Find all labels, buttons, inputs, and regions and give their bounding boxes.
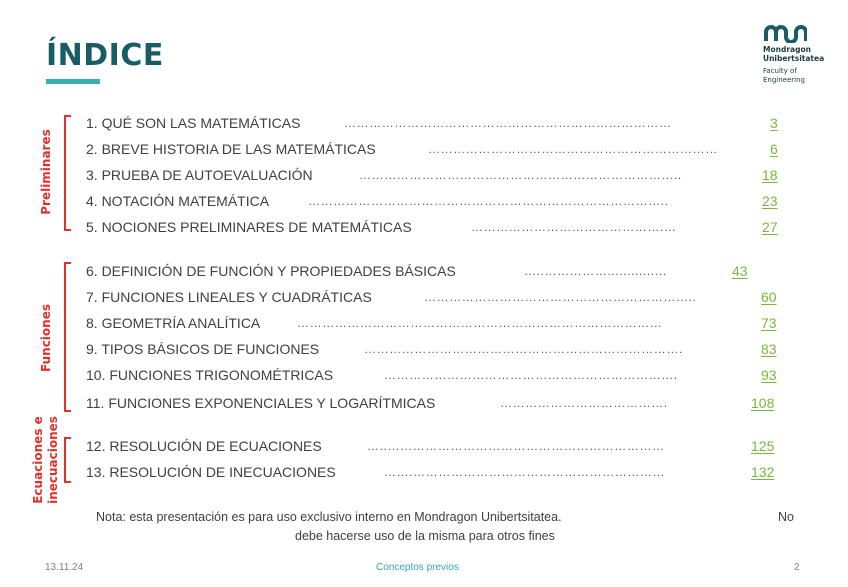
toc-entry-leader: …………………………………………………………………… <box>344 116 672 130</box>
section-label-ecuaciones-line2: inecuaciones <box>46 416 60 504</box>
toc-entry-label: 2. BREVE HISTORIA DE LAS MATEMÁTICAS <box>86 141 376 157</box>
toc-entry-label: 13. RESOLUCIÓN DE INECUACIONES <box>86 464 336 480</box>
toc-entry-leader: …….…………………………………………………… <box>384 465 666 479</box>
section-bracket-funciones <box>64 262 71 412</box>
logo-name-line2: Unibertsitatea <box>763 54 825 63</box>
toc-entry-label: 8. GEOMETRÍA ANALÍTICA <box>86 315 261 331</box>
logo-faculty-line2: Engineering <box>763 76 805 84</box>
toc-entry-leader: ……………………………………….… <box>471 220 677 234</box>
footer-date: 13.11.24 <box>45 562 84 573</box>
note-line1: Nota: esta presentación es para uso exclusivo interno en Mondragon Unibertsitatea. <box>96 510 562 524</box>
footer-page-number: 2 <box>794 562 800 573</box>
toc-entry-leader: …………………………………………………………………………… <box>297 316 663 330</box>
toc-entry-leader: ……………………………………………………………. <box>384 368 678 382</box>
toc-entry-leader: …..……………............… <box>524 264 668 278</box>
toc-entry-page-link[interactable]: 125 <box>751 438 775 454</box>
footer-title: Conceptos previos <box>376 562 459 573</box>
toc-entry-page-link[interactable]: 23 <box>762 193 778 209</box>
logo-faculty-line1: Faculty of <box>763 67 797 75</box>
toc-entry-label: 5. NOCIONES PRELIMINARES DE MATEMÁTICAS <box>86 219 412 235</box>
toc-entry-page-link[interactable]: 73 <box>761 315 777 331</box>
toc-entry-leader: ………………………………………………………………….. <box>359 168 682 182</box>
logo-name-line1: Mondragon <box>763 45 811 54</box>
toc-entry-leader: …………………………………………………………………. <box>364 342 683 356</box>
toc-entry-page-link[interactable]: 18 <box>762 167 778 183</box>
toc-entry-page-link[interactable]: 93 <box>761 367 777 383</box>
page-title: ÍNDICE <box>46 38 164 73</box>
toc-entry-page-link[interactable]: 108 <box>751 395 775 411</box>
university-logo <box>763 23 843 85</box>
toc-entry-leader: …………………………………. <box>500 396 668 410</box>
toc-entry-page-link[interactable]: 60 <box>761 289 777 305</box>
section-label-preliminares: Preliminares <box>39 129 53 215</box>
toc-entry-label: 1. QUÉ SON LAS MATEMÁTICAS <box>86 115 301 131</box>
section-bracket-preliminares <box>64 115 71 231</box>
toc-entry-page-link[interactable]: 27 <box>762 219 778 235</box>
toc-entry-label: 6. DEFINICIÓN DE FUNCIÓN Y PROPIEDADES BÁSICAS <box>86 263 456 279</box>
toc-entry-label: 11. FUNCIONES EXPONENCIALES Y LOGARÍTMICAS <box>86 395 436 411</box>
title-underline <box>46 79 100 84</box>
toc-entry-leader: ………………………………………………………………………….. <box>308 194 669 208</box>
toc-entry-page-link[interactable]: 132 <box>751 464 775 480</box>
toc-entry-page-link[interactable]: 83 <box>761 341 777 357</box>
mondragon-logo-icon <box>763 23 807 43</box>
note-trailing: No <box>778 510 794 524</box>
section-label-funciones: Funciones <box>39 304 53 372</box>
toc-entry-label: 9. TIPOS BÁSICOS DE FUNCIONES <box>86 341 320 357</box>
toc-entry-leader: …..………………………………………………………… <box>367 439 665 453</box>
toc-entry-page-link[interactable]: 3 <box>770 115 778 131</box>
section-bracket-ecuaciones <box>64 437 71 483</box>
toc-entry-leader: …………………………………………………………… <box>428 142 718 156</box>
toc-entry-label: 10. FUNCIONES TRIGONOMÉTRICAS <box>86 367 334 383</box>
toc-entry-label: 7. FUNCIONES LINEALES Y CUADRÁTICAS <box>86 289 372 305</box>
toc-entry-label: 3. PRUEBA DE AUTOEVALUACIÓN <box>86 167 313 183</box>
toc-entry-page-link[interactable]: 6 <box>770 141 778 157</box>
toc-entry-label: 4. NOTACIÓN MATEMÁTICA <box>86 193 270 209</box>
note-line2: debe hacerse uso de la misma para otros fines <box>295 529 555 543</box>
toc-entry-label: 12. RESOLUCIÓN DE ECUACIONES <box>86 438 322 454</box>
toc-entry-leader: ……………………………………………………….. <box>424 290 697 304</box>
section-label-ecuaciones-line1: Ecuaciones e <box>31 416 45 504</box>
toc-entry-page-link[interactable]: 43 <box>732 263 748 279</box>
